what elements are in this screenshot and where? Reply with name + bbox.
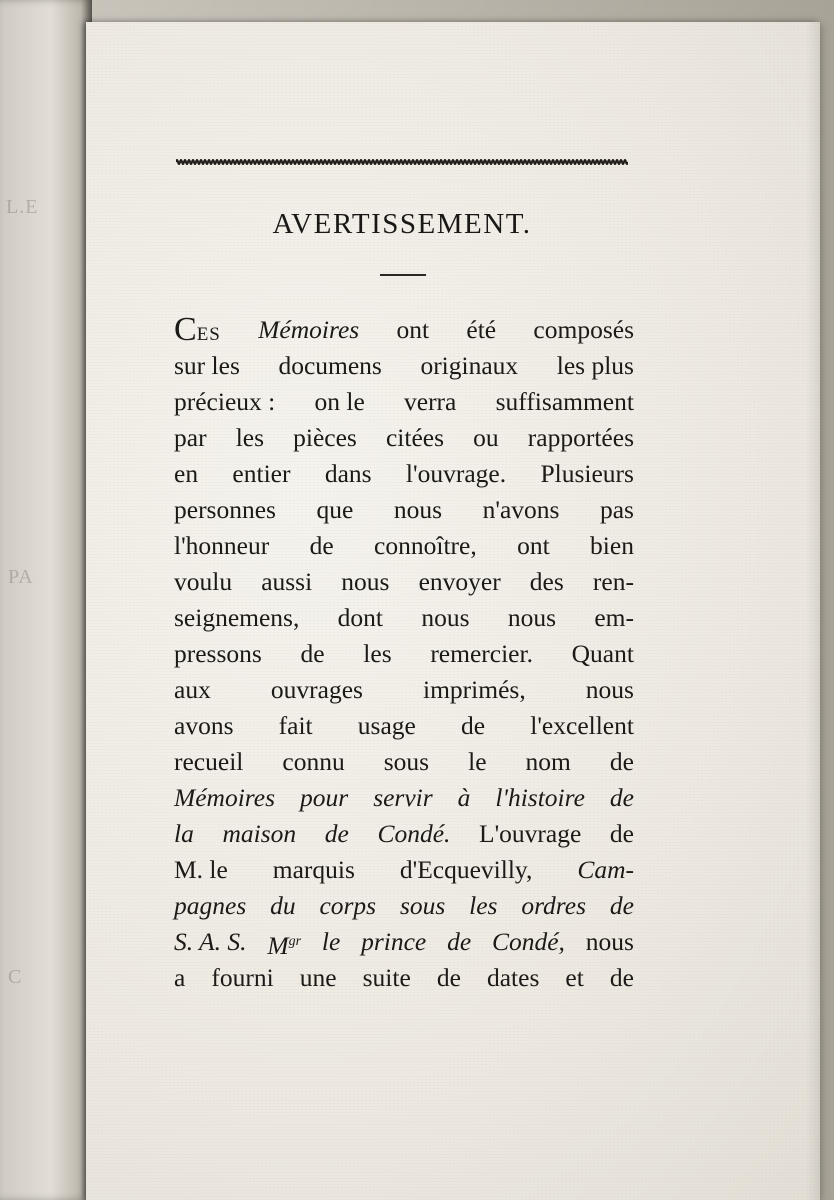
word: de	[461, 711, 486, 740]
word: connu	[282, 747, 345, 776]
word: voulu	[174, 567, 233, 596]
word: verra	[404, 387, 457, 416]
italic-word: les	[469, 891, 498, 920]
word: que	[316, 495, 354, 524]
word: Quant	[571, 639, 634, 668]
word: aux	[174, 675, 211, 704]
italic-word: sous	[399, 891, 446, 920]
text-line	[174, 528, 634, 564]
word: été	[466, 315, 497, 344]
italic-word: Condé,	[491, 927, 565, 956]
word: dans	[324, 459, 372, 488]
word: de	[300, 639, 325, 668]
text-line	[174, 420, 634, 456]
word: dates	[486, 963, 540, 992]
word: fait	[278, 711, 313, 740]
italic-word: de	[324, 819, 349, 848]
word: de	[609, 747, 634, 776]
word: nous	[507, 603, 557, 632]
text-line	[174, 780, 634, 816]
left-facing-page	[0, 0, 92, 1200]
word: envoyer	[418, 567, 501, 596]
word: n'avons	[482, 495, 560, 524]
text-line	[174, 312, 634, 348]
show-through-mark: PA	[8, 566, 34, 588]
book-page	[86, 22, 820, 1200]
word: en	[174, 459, 199, 488]
small-caps-word: ES	[196, 324, 221, 345]
word: personnes	[174, 495, 276, 524]
word: avons	[174, 711, 234, 740]
word: de	[309, 531, 334, 560]
word: citées	[385, 423, 445, 452]
word: une	[299, 963, 337, 992]
word: a	[174, 963, 186, 992]
italic-word: à	[457, 783, 471, 812]
italic-word: Mémoires	[258, 315, 360, 344]
word: recueil	[174, 747, 244, 776]
text-line	[174, 852, 634, 888]
italic-word: maison	[222, 819, 297, 848]
word: ont	[396, 315, 430, 344]
word: L'ouvrage	[479, 819, 582, 848]
word: d'Ecquevilly,	[399, 855, 533, 884]
word: précieux :	[174, 387, 276, 416]
word: connoître,	[374, 531, 477, 560]
italic-word: Mémoires	[174, 783, 276, 812]
italic-word: pour	[300, 783, 349, 812]
word: seignemens,	[174, 603, 300, 632]
text-line	[174, 600, 634, 636]
italic-word: S. A. S.	[174, 927, 247, 956]
text-line	[174, 924, 634, 960]
word: l'excellent	[530, 711, 634, 740]
ornamental-wavy-rule	[176, 158, 628, 166]
word: ouvrages	[270, 675, 363, 704]
word: ou	[473, 423, 499, 452]
text-line	[174, 492, 634, 528]
word: Plusieurs	[540, 459, 634, 488]
word: pas	[599, 495, 634, 524]
word: le	[468, 747, 487, 776]
word: on le	[314, 387, 365, 416]
text-line	[174, 636, 634, 672]
word: sur les	[174, 351, 240, 380]
word: ren-	[592, 567, 634, 596]
word: de	[609, 819, 634, 848]
word: remercier.	[430, 639, 533, 668]
italic-word: prince	[361, 927, 427, 956]
word: nous	[585, 927, 634, 956]
word: dont	[337, 603, 384, 632]
text-line	[174, 384, 634, 420]
word: bien	[590, 531, 634, 560]
text-line	[174, 456, 634, 492]
text-line	[174, 348, 634, 384]
word: les	[235, 423, 265, 452]
show-through-mark: L.E	[6, 196, 39, 218]
italic-word: de	[609, 783, 634, 812]
word: nous	[393, 495, 443, 524]
word: rapportées	[527, 423, 634, 452]
italic-word: Cam-	[577, 855, 634, 884]
initial-letter: C	[174, 311, 197, 348]
text-line	[174, 708, 634, 744]
show-through-mark: C	[8, 966, 23, 988]
italic-word: l'histoire	[495, 783, 585, 812]
word: des	[529, 567, 564, 596]
word: nom	[525, 747, 571, 776]
text-line	[174, 816, 634, 852]
word: sous	[383, 747, 430, 776]
word: composés	[533, 315, 634, 344]
word: les plus	[556, 351, 634, 380]
italic-word: Condé.	[377, 819, 451, 848]
italic-word: de	[447, 927, 472, 956]
text-line	[174, 744, 634, 780]
word: et	[565, 963, 584, 992]
word: marquis	[272, 855, 355, 884]
word: pièces	[293, 423, 357, 452]
word: aussi	[261, 567, 313, 596]
word: les	[363, 639, 392, 668]
word: ont	[517, 531, 550, 560]
text-line	[174, 672, 634, 708]
superscript-abbreviation: gr	[288, 934, 302, 949]
italic-word: M	[267, 931, 289, 960]
word: fourni	[211, 963, 274, 992]
word: usage	[357, 711, 416, 740]
word: nous	[341, 567, 390, 596]
page-edge-shadow	[806, 22, 820, 1200]
italic-word: servir	[373, 783, 433, 812]
italic-word: ordres	[521, 891, 587, 920]
word: l'honneur	[174, 531, 270, 560]
word: de	[436, 963, 461, 992]
word: imprimés,	[423, 675, 526, 704]
italic-word: corps	[319, 891, 377, 920]
word: de	[609, 963, 634, 992]
text-line	[174, 564, 634, 600]
word: em-	[594, 603, 634, 632]
body-paragraph	[174, 312, 634, 996]
text-line	[174, 888, 634, 924]
word: suite	[362, 963, 411, 992]
word: documens	[278, 351, 382, 380]
italic-word: du	[270, 891, 296, 920]
word: par	[174, 423, 207, 452]
text-line	[174, 960, 634, 996]
word: nous	[421, 603, 470, 632]
italic-word: de	[609, 891, 634, 920]
page-heading: AVERTISSEMENT.	[272, 208, 532, 240]
heading-separator-rule	[380, 274, 426, 276]
word: M. le	[174, 855, 228, 884]
italic-word: la	[174, 819, 194, 848]
word: entier	[232, 459, 291, 488]
word: nous	[585, 675, 634, 704]
word: l'ouvrage.	[405, 459, 507, 488]
italic-word: pagnes	[174, 891, 247, 920]
word: suffisamment	[495, 387, 634, 416]
italic-word: le	[321, 927, 341, 956]
word: pressons	[174, 639, 262, 668]
word: originaux	[420, 351, 519, 380]
